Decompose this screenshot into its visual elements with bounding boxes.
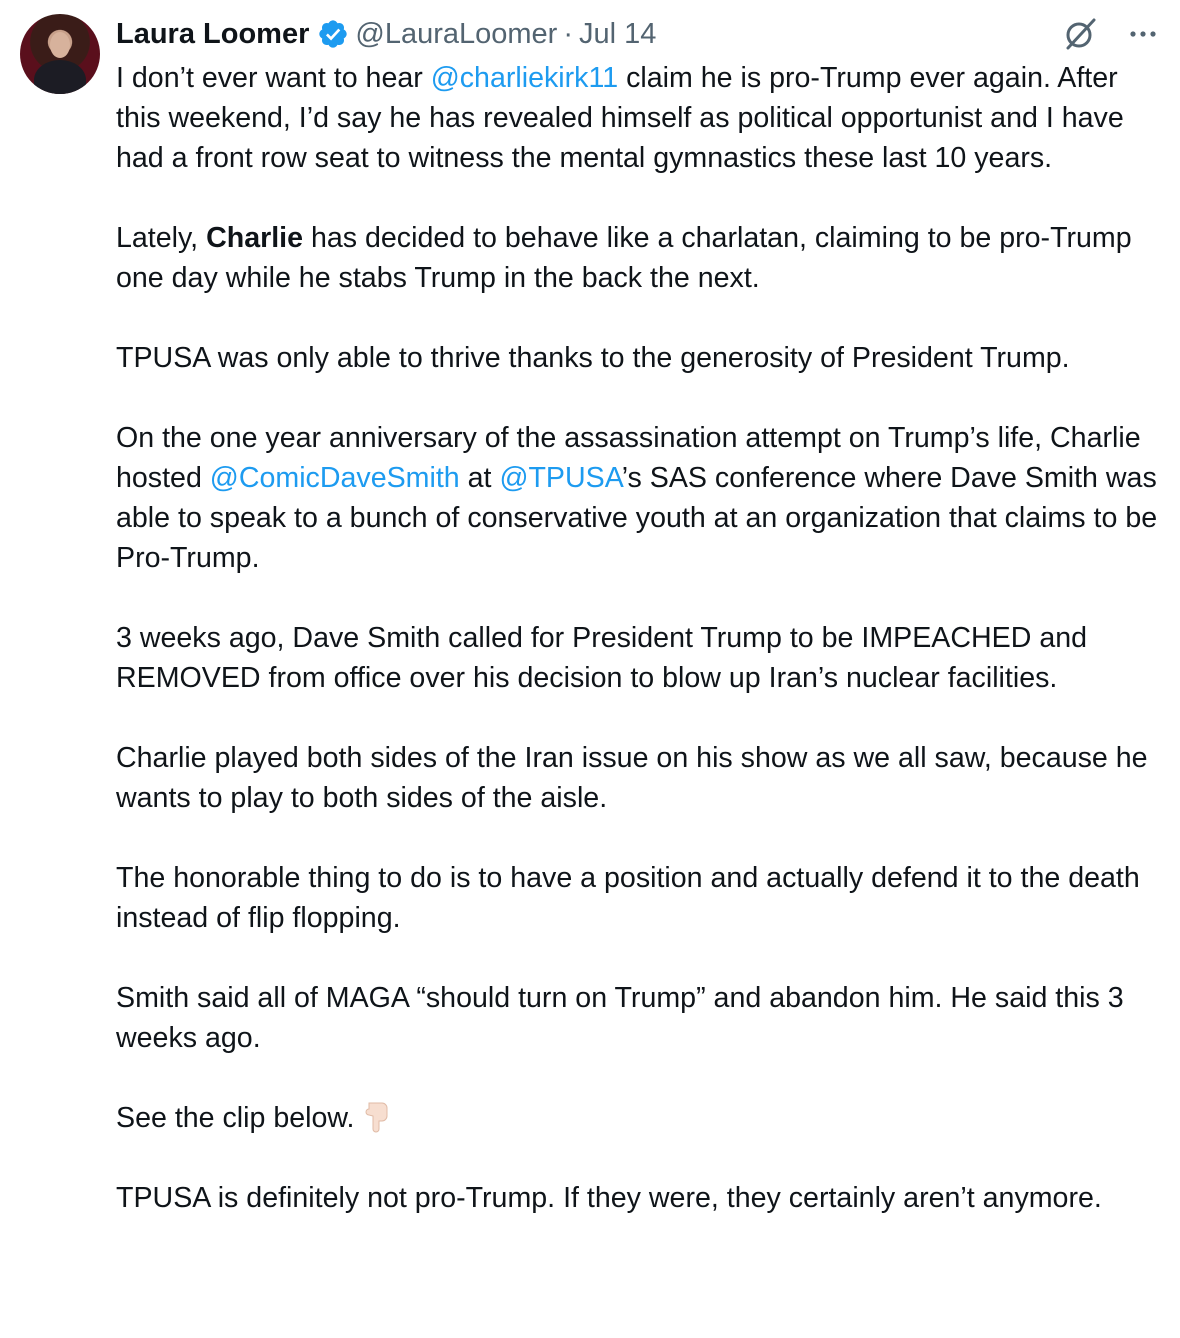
- tweet-paragraph-10: TPUSA is definitely not pro-Trump. If they were, they certainly aren’t anymore.: [116, 1182, 1102, 1214]
- text-segment: claim he is pro-Trump ever again. After this weekend, I’d say he has revealed himself as political opportunist and I have had a front row seat to witness the mental gymnastics these last 10 years.: [116, 62, 1124, 174]
- tweet-paragraph-7: The honorable thing to do is to have a position and actually defend it to the death instead of flip flopping.: [116, 862, 1140, 934]
- tweet-paragraph-8: Smith said all of MAGA “should turn on Trump” and abandon him. He said this 3 weeks ago.: [116, 982, 1124, 1054]
- header-actions: [1060, 14, 1160, 54]
- text-segment: ’s SAS conference where Dave Smith was able to speak to a bunch of conservative youth at an organization that claims to be Pro-Trump.: [116, 462, 1158, 574]
- tweet-paragraph-3: TPUSA was only able to thrive thanks to the generosity of President Trump.: [116, 342, 1070, 374]
- tweet-paragraph-2: [116, 218, 1164, 298]
- mention-comicdavesmith[interactable]: @ComicDaveSmith: [209, 462, 460, 494]
- mention-charliekirk11[interactable]: @charliekirk11: [430, 62, 619, 94]
- author-avatar[interactable]: [20, 14, 100, 94]
- header-separator: ·: [563, 18, 573, 50]
- tweet-date[interactable]: Jul 14: [579, 18, 657, 50]
- tweet-paragraph-1: [116, 58, 1164, 178]
- text-segment: On the one year anniversary of the assassination attempt on Trump’s life, Charlie hosted: [116, 422, 1141, 494]
- author-handle[interactable]: @LauraLoomer: [355, 18, 558, 50]
- tweet-paragraph-6: Charlie played both sides of the Iran issue on his show as we all saw, because he wants to play to both sides of the aisle.: [116, 742, 1148, 814]
- text-segment: See the clip below.: [116, 1102, 355, 1134]
- backhand-index-pointing-down-icon: [360, 1099, 394, 1133]
- avatar-body: [34, 60, 86, 94]
- text-segment: Lately,: [116, 222, 207, 254]
- tweet-text: [116, 58, 1164, 1218]
- tweet-paragraph-5: 3 weeks ago, Dave Smith called for President Trump to be IMPEACHED and REMOVED from office over his decision to blow up Iran’s nuclear facilities.: [116, 622, 1088, 694]
- text-segment: at: [459, 462, 500, 494]
- text-segment: has decided to behave like a charlatan, claiming to be pro-Trump one day while he stabs Trump in the back the next.: [116, 222, 1132, 294]
- mention-tpusa[interactable]: @TPUSA: [499, 462, 622, 494]
- grok-icon[interactable]: [1060, 14, 1100, 54]
- tweet-header: [116, 14, 1160, 54]
- bold-text: Charlie: [206, 222, 304, 254]
- tweet-paragraph-9: [116, 1098, 1164, 1138]
- tweet-paragraph-4: [116, 418, 1164, 578]
- verified-badge-icon[interactable]: [317, 18, 349, 50]
- more-options-icon[interactable]: [1126, 17, 1160, 51]
- text-segment: I don’t ever want to hear: [116, 62, 431, 94]
- avatar-face: [50, 32, 70, 58]
- author-name[interactable]: Laura Loomer: [116, 18, 310, 50]
